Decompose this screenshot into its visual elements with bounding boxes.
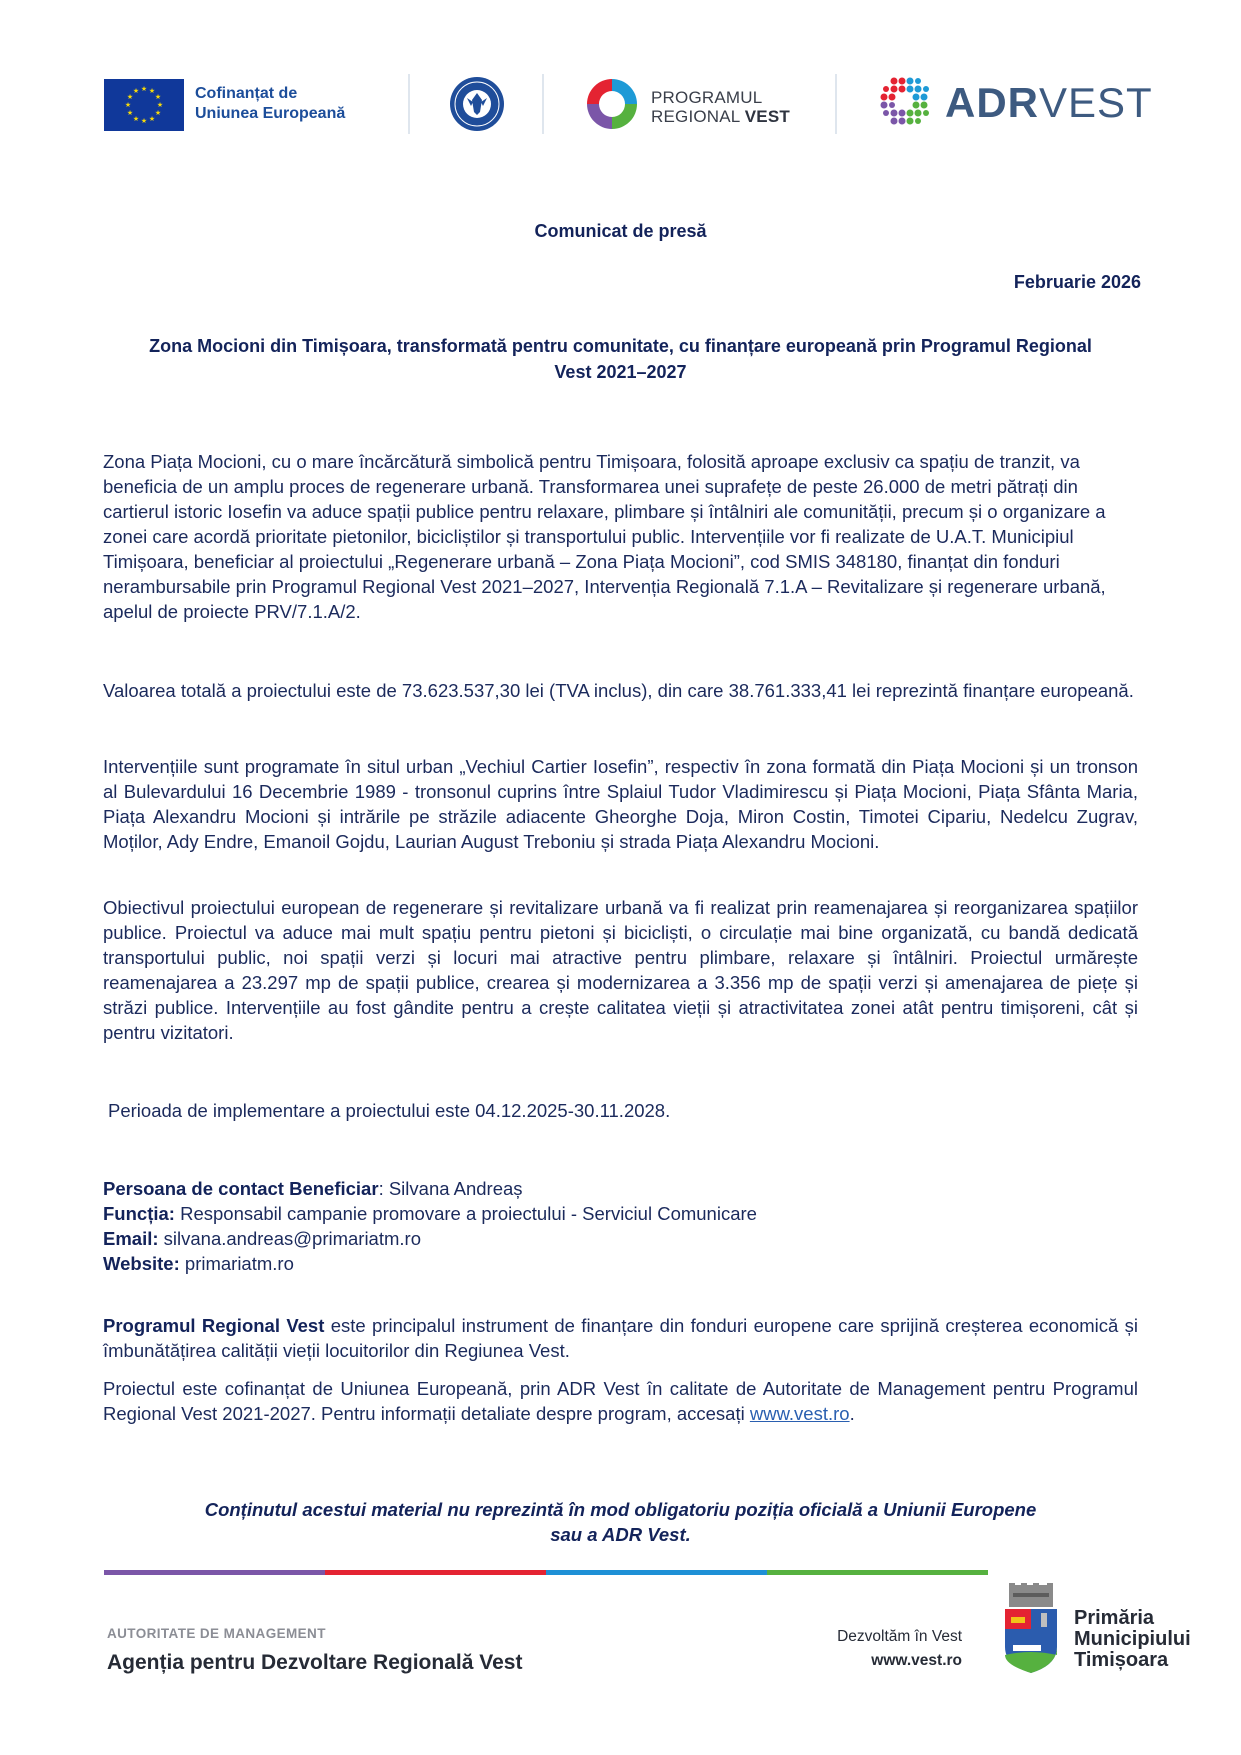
timisoara-crest-logo bbox=[1003, 1583, 1059, 1675]
page-title: Zona Mocioni din Timișoara, transformată pentru comunitate, cu finanțare europeană prin Programul Regional Vest 2021–2027 bbox=[149, 336, 1092, 382]
adr-vest-wordmark bbox=[945, 79, 1153, 127]
contact-email bbox=[103, 1226, 757, 1251]
prv-line2-regular: REGIONAL bbox=[651, 107, 745, 126]
cofinance-text: Proiectul este cofinanțat de Uniunea Europeană, prin ADR Vest în calitate de Autoritate de Management pentru Programul Regional Vest 2021-2027. Pentru informații detaliate despre program, accesați bbox=[103, 1378, 1138, 1424]
svg-text:★: ★ bbox=[126, 109, 134, 117]
header-divider bbox=[408, 74, 410, 134]
prv-logo-text bbox=[651, 88, 790, 126]
disclaimer: Conținutul acestui material nu reprezintă în mod obligatoriu poziția oficială a Uniunii Europene sau a ADR Vest. bbox=[204, 1499, 1037, 1545]
contact-person bbox=[103, 1176, 757, 1201]
contact-person-label: Persoana de contact Beneficiar bbox=[103, 1178, 379, 1199]
contact-function-label: Funcția: bbox=[103, 1203, 175, 1224]
adr-vest-dots-logo bbox=[878, 77, 930, 133]
paragraph-value: Valoarea totală a proiectului este de 73.623.537,30 lei (TVA inclus), din care 38.761.333,41 lei reprezintă finanțare europeană. bbox=[103, 680, 1134, 701]
eu-label-line1: Cofinanțat de bbox=[195, 85, 298, 102]
paragraph-intro: Zona Piața Mocioni, cu o mare încărcătură simbolică pentru Timișoara, folosită aproape exclusiv ca spațiu de tranzit, va beneficia de un amplu proces de regenerare urbană. Transformarea unei suprafețe de peste 26.000 de metri pătrați din cartierul istoric Iosefin va aduce spații publice pentru relaxare, plimbare și întâlniri ale comunității, precum și o organizare a zonei care acordă prioritate pietonilor, bicicliștilor și transportului public. Intervențiile vor fi realizate de U.A.T. Municipiul Timișoara, beneficiar al proiectului „Regenerare urbană – Zona Piața Mocioni”, cod SMIS 348180, finanțat din fonduri nerambursabile prin Programul Regional Vest 2021–2027, Intervenția Regională 7.1.A – Revitalizare și regenerare urbană, apelul de proiecte PRV/7.1.A/2. bbox=[103, 451, 1106, 622]
prv-line1: PROGRAMUL bbox=[651, 88, 763, 107]
contact-website-label: Website: bbox=[103, 1253, 180, 1274]
program-name: Programul Regional Vest bbox=[103, 1315, 325, 1336]
color-bar-green bbox=[767, 1570, 988, 1575]
adr-dots-icon bbox=[878, 77, 930, 133]
color-bar-purple bbox=[104, 1570, 325, 1575]
cofinance-end: . bbox=[849, 1403, 855, 1424]
footer-url[interactable]: www.vest.ro bbox=[871, 1652, 962, 1669]
city-line1: Primăria bbox=[1074, 1607, 1155, 1629]
adr-wordmark-light: VEST bbox=[1039, 79, 1153, 126]
svg-text:★: ★ bbox=[140, 85, 148, 93]
document-type: Comunicat de presă bbox=[534, 221, 707, 241]
contact-email-value[interactable]: silvana.andreas@primariatm.ro bbox=[158, 1228, 421, 1249]
vest-ro-link[interactable]: www.vest.ro bbox=[749, 1403, 850, 1424]
svg-text:★: ★ bbox=[132, 115, 140, 123]
svg-text:★: ★ bbox=[132, 87, 140, 95]
cofinance-statement bbox=[103, 1376, 1138, 1426]
prv-line2-bold: VEST bbox=[744, 107, 790, 126]
contact-website-value[interactable]: primariatm.ro bbox=[179, 1253, 294, 1274]
svg-text:★: ★ bbox=[148, 87, 156, 95]
government-seal-logo bbox=[449, 76, 505, 132]
paragraph-interventions: Intervențiile sunt programate în situl urban „Vechiul Cartier Iosefin”, respectiv în zona formată din Piața Mocioni și un tronson al Bulevardului 16 Decembrie 1989 - tronsonul cuprins între Splaiul Tudor Vladimirescu și Piața Mocioni, Piața Sfânta Maria, Piața Alexandru Mocioni și intrările pe străzile adiacente Gheorghe Doja, Miron Costin, Timotei Cipariu, Nedelcu Zugrav, Moților, Ady Endre, Emanoil Gojdu, Laurian August Treboniu și strada Piața Alexandru Mocioni. bbox=[103, 756, 1138, 852]
svg-text:★: ★ bbox=[124, 101, 132, 109]
adr-wordmark-bold: ADR bbox=[945, 79, 1039, 126]
svg-text:★: ★ bbox=[156, 101, 164, 109]
color-bar-red bbox=[325, 1570, 546, 1575]
contact-website bbox=[103, 1251, 757, 1276]
primaria-timisoara-wordmark bbox=[1074, 1608, 1191, 1671]
contact-email-label: Email: bbox=[103, 1228, 159, 1249]
color-bar-divider bbox=[104, 1570, 988, 1575]
header-divider bbox=[835, 74, 837, 134]
prv-ring-icon bbox=[585, 77, 639, 131]
footer-slogan: Dezvoltăm în Vest bbox=[837, 1628, 962, 1645]
svg-text:★: ★ bbox=[126, 93, 134, 101]
svg-text:★: ★ bbox=[154, 109, 162, 117]
svg-text:★: ★ bbox=[154, 93, 162, 101]
city-line3: Timișoara bbox=[1074, 1649, 1169, 1671]
paragraph-period: Perioada de implementare a proiectului este 04.12.2025-30.11.2028. bbox=[108, 1100, 671, 1121]
city-line2: Municipiului bbox=[1074, 1628, 1191, 1650]
svg-text:★: ★ bbox=[140, 117, 148, 125]
contact-function bbox=[103, 1201, 757, 1226]
authority-name: Agenția pentru Dezvoltare Regională Vest bbox=[107, 1651, 523, 1674]
authority-label: AUTORITATE DE MANAGEMENT bbox=[107, 1626, 326, 1641]
paragraph-objective: Obiectivul proiectului european de regenerare și revitalizare urbană va fi realizat prin reamenajarea și reorganizarea spațiilor publice. Proiectul va aduce mai mult spațiu pentru pietoni și bicicliști, o circulație mai bine organizată, cu bandă dedicată transportului public, noi spații verzi și locuri mai atractive pentru plimbare, relaxare și întâlniri. Proiectul urmărește reamenajarea a 23.297 mp de spații publice, crearea și modernizarea a 3.356 mp de spații verzi și amenajarea de piețe și străzi publice. Intervențiile au fost gândite pentru a crește calitatea vieții și atractivitatea zonei atât pentru timișoreni, cât și pentru vizitatori. bbox=[103, 897, 1138, 1043]
contact-function-value: Responsabil campanie promovare a proiectului - Serviciul Comunicare bbox=[174, 1203, 757, 1224]
color-bar-blue bbox=[546, 1570, 767, 1575]
eu-label-line2: Uniunea Europeană bbox=[195, 105, 346, 122]
svg-text:★: ★ bbox=[148, 115, 156, 123]
romania-government-seal-icon bbox=[449, 76, 505, 132]
eu-stars-icon bbox=[104, 79, 184, 131]
coat-of-arms-icon bbox=[1003, 1583, 1059, 1675]
eu-flag-logo bbox=[104, 79, 184, 131]
program-description bbox=[103, 1313, 1138, 1363]
header-divider bbox=[542, 74, 544, 134]
contact-block bbox=[103, 1176, 757, 1276]
program-description-text: este principalul instrument de finanțare din fonduri europene care sprijină creșterea economică și îmbunătățirea calității vieții locuitorilor din Regiunea Vest. bbox=[103, 1315, 1138, 1361]
eu-cofinance-label bbox=[195, 84, 345, 124]
contact-person-value: : Silvana Andreaș bbox=[378, 1178, 523, 1199]
programul-regional-vest-logo bbox=[585, 77, 639, 131]
document-date: Februarie 2026 bbox=[1013, 272, 1141, 292]
